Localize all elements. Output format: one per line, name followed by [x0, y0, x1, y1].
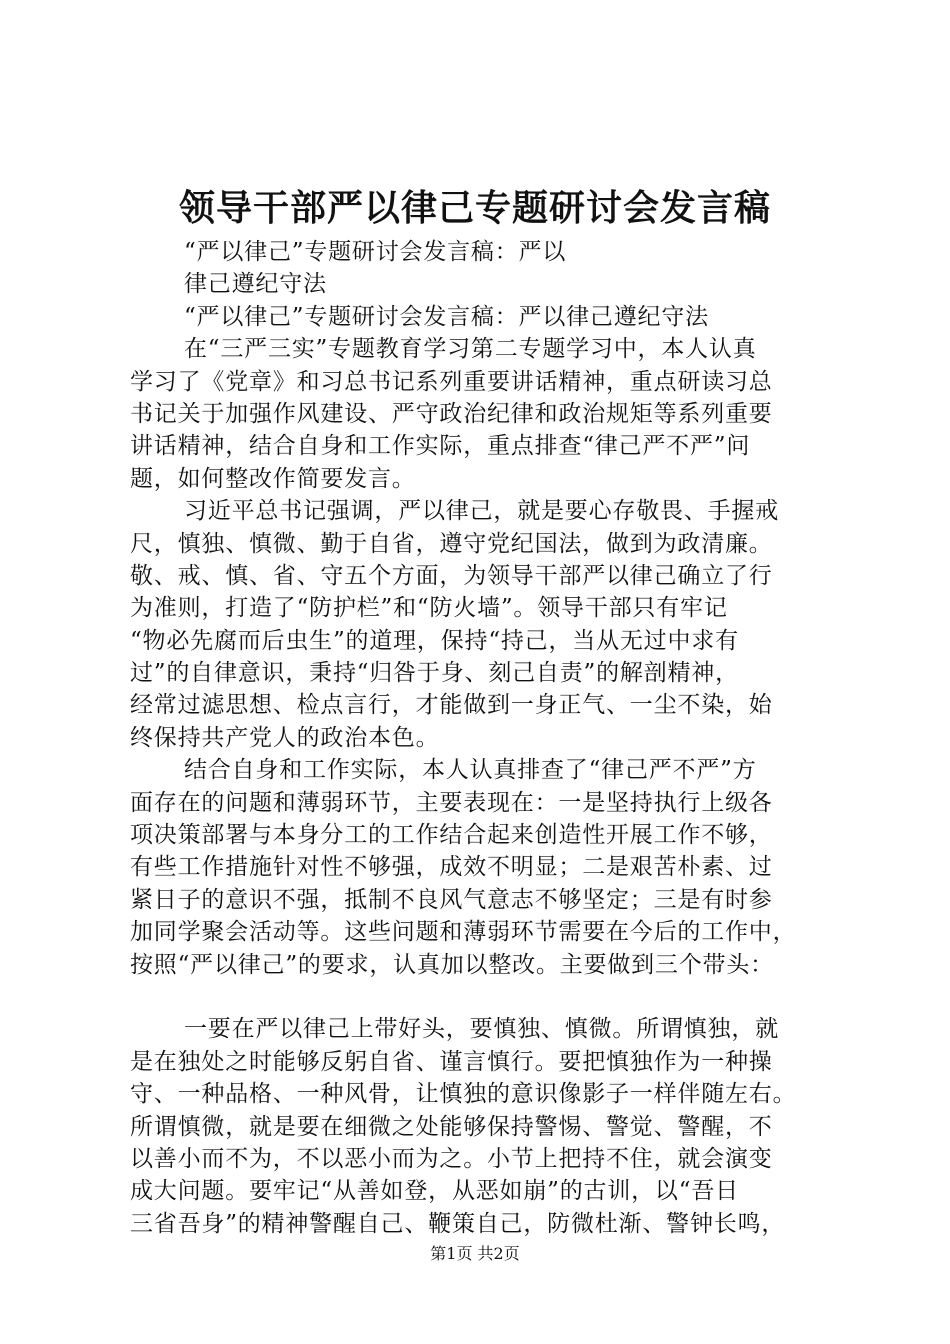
paragraph-4-line-2: 是在独处之时能够反躬自省、谨言慎行。要把慎独作为一种操: [130, 1048, 773, 1075]
document-body: [130, 236, 830, 1240]
paragraph-3-line-3: 项决策部署与本身分工的工作结合起来创造性开展工作不够，: [130, 822, 773, 849]
paragraph-2-line-3: 敬、戒、慎、省、守五个方面，为领导干部严以律己确立了行: [130, 562, 773, 589]
paragraph-3-line-6: 加同学聚会活动等。这些问题和薄弱环节需要在今后的工作中，: [130, 919, 797, 946]
paragraph-1-line-3: 书记关于加强作风建设、严守政治纪律和政治规矩等系列重要: [130, 400, 773, 427]
paragraph-3-line-5: 紧日子的意识不强，抵制不良风气意志不够坚定；三是有时参: [130, 886, 773, 913]
page-number-footer: 第1页 共2页: [430, 1244, 520, 1263]
paragraph-1-line-5: 题，如何整改作简要发言。: [130, 465, 416, 492]
paragraph-spacer: [130, 981, 830, 1013]
paragraph-4-line-4: 所谓慎微，就是要在细微之处能够保持警惕、警觉、警醒，不: [130, 1113, 773, 1140]
paragraph-2-line-6: 过”的自律意识，秉持“归咎于身、刻己自责”的解剖精神，: [130, 660, 739, 687]
paragraph-4-line-6: 成大问题。要牢记“从善如登，从恶如崩”的古训，以“吾日: [130, 1178, 739, 1205]
paragraph-3-line-1: 结合自身和工作实际，本人认真排查了“律己严不严”方: [184, 757, 757, 784]
subtitle-line-3: “严以律己”专题研讨会发言稿：严以律己遵纪守法: [184, 303, 709, 330]
paragraph-4-line-7: 三省吾身”的精神警醒自己、鞭策自己，防微杜渐、警钟长鸣，: [130, 1210, 786, 1237]
subtitle-line-1: “严以律己”专题研讨会发言稿：严以: [184, 239, 567, 265]
paragraph-1-line-2: 学习了《党章》和习总书记系列重要讲话精神，重点研读习总: [130, 368, 773, 395]
paragraph-2-line-7: 经常过滤思想、检点言行，才能做到一身正气、一尘不染，始: [130, 692, 773, 719]
paragraph-1-line-1: 在“三严三实”专题教育学习第二专题学习中，本人认真: [184, 336, 757, 363]
paragraph-4-line-1: 一要在严以律己上带好头，要慎独、慎微。所谓慎独，就: [184, 1016, 779, 1043]
paragraph-2-line-4: 为准则，打造了“防护栏”和“防火墙”。领导干部只有牢记: [130, 595, 728, 622]
paragraph-3-line-2: 面存在的问题和薄弱环节，主要表现在：一是坚持执行上级各: [130, 789, 773, 816]
paragraph-4-line-5: 以善小而不为，不以恶小而为之。小节上把持不住，就会演变: [130, 1145, 773, 1172]
paragraph-2-line-2: 尺，慎独、慎微、勤于自省，遵守党纪国法，做到为政清廉。: [130, 530, 773, 557]
document-title: 领导干部严以律己专题研讨会发言稿: [178, 187, 771, 229]
subtitle-line-2: 律己遵纪守法: [184, 271, 327, 298]
paragraph-1-line-4: 讲话精神，结合自身和工作实际，重点排查“律己严不严”问: [130, 433, 751, 460]
paragraph-2-line-8: 终保持共产党人的政治本色。: [130, 724, 440, 751]
paragraph-2-line-1: 习近平总书记强调，严以律己，就是要心存敬畏、手握戒: [184, 498, 779, 525]
paragraph-3-line-4: 有些工作措施针对性不够强，成效不明显；二是艰苦朴素、过: [130, 854, 773, 881]
paragraph-3-line-7: 按照“严以律己”的要求，认真加以整改。主要做到三个带头：: [130, 951, 774, 978]
paragraph-2-line-5: “物必先腐而后虫生”的道理，保持“持己，当从无过中求有: [130, 627, 739, 654]
paragraph-4-line-3: 守、一种品格、一种风骨，让慎独的意识像影子一样伴随左右。: [130, 1081, 797, 1108]
